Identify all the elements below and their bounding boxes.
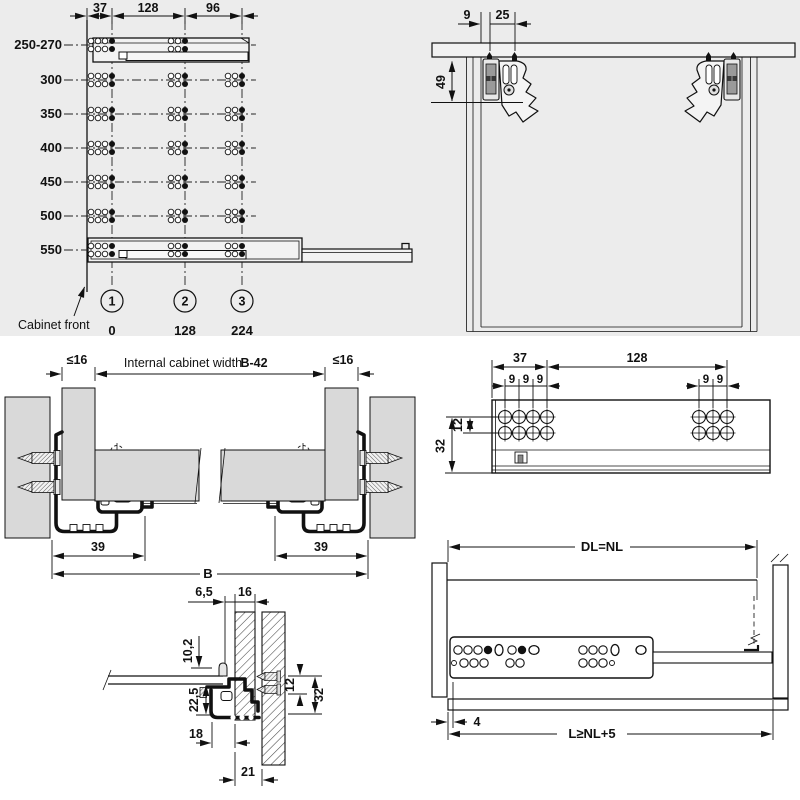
dim-label-96: 96: [206, 1, 220, 15]
dim-label-22-5: 22,5: [187, 687, 201, 713]
dim-label-10-2: 10,2: [181, 638, 195, 664]
dim-label-9e: 9: [716, 374, 724, 386]
cabinet-bottom: [448, 699, 788, 710]
dim-label-le16-left: ≤16: [66, 353, 88, 367]
row-label-500: 500: [40, 208, 62, 223]
row-label-300: 300: [40, 72, 62, 87]
fixing-stud: [219, 663, 227, 676]
euro-screw: [257, 671, 281, 682]
dim-label-12-detail: 12: [283, 678, 297, 692]
dim-label-37: 37: [93, 1, 107, 15]
dim-label-9: 9: [463, 8, 471, 22]
dim-label-9d: 9: [702, 374, 710, 386]
row-label-350: 350: [40, 106, 62, 121]
dim-label-39-left: 39: [91, 540, 105, 554]
drawer-bottom-panel: [221, 450, 325, 501]
position-number-3: 3: [238, 294, 246, 309]
runner-side-view-panel: [434, 351, 771, 473]
dim-label-32-detail: 32: [312, 688, 326, 702]
dim-label-32-runner: 32: [433, 439, 448, 453]
row-label-250-270: 250-270: [14, 37, 62, 52]
cabinet-side-panel: [5, 397, 50, 538]
row-label-550: 550: [40, 242, 62, 257]
row-label-450: 450: [40, 174, 62, 189]
b-42-label: B-42: [240, 356, 268, 370]
drawer-side-panel: [62, 388, 95, 500]
position-value-224: 224: [231, 323, 253, 338]
dim-label-25: 25: [495, 8, 510, 22]
dim-label-128: 128: [137, 1, 159, 15]
dim-label-l-nl5: L≥NL+5: [568, 726, 616, 741]
position-number-2: 2: [181, 294, 189, 309]
drawer-front: [432, 563, 447, 697]
runner-extension: [653, 652, 772, 663]
length-view-panel: [431, 538, 788, 741]
position-number-1: 1: [108, 294, 116, 309]
row-label-400: 400: [40, 140, 62, 155]
cabinet-front-label: Cabinet front: [18, 318, 90, 332]
internal-cabinet-width-label: Internal cabinet width: [123, 356, 243, 370]
dim-label-12-runner: 12: [451, 418, 465, 432]
dim-label-4: 4: [473, 715, 481, 729]
cabinet-back-wall: [773, 565, 788, 698]
cross-section-panel: [5, 353, 415, 581]
dim-label-9a: 9: [508, 374, 516, 386]
runner-body-length-view: [450, 637, 653, 678]
dim-label-37-runner: 37: [513, 351, 527, 365]
dim-label-18: 18: [189, 727, 203, 741]
dim-label-128-runner: 128: [626, 351, 648, 365]
dim-label-6-5: 6,5: [195, 585, 213, 599]
position-value-0: 0: [108, 323, 116, 338]
dim-label-le16-right: ≤16: [332, 353, 354, 367]
dim-label-b: B: [203, 566, 213, 581]
dim-label-9b: 9: [522, 374, 530, 386]
dim-label-49: 49: [434, 75, 448, 89]
position-value-128: 128: [174, 323, 196, 338]
dim-label-9c: 9: [536, 374, 544, 386]
dim-label-21: 21: [241, 765, 255, 779]
dim-label-dl-nl: DL=NL: [580, 539, 624, 554]
dim-label-39-right: 39: [314, 540, 328, 554]
mounting-detail-panel: [103, 585, 326, 786]
drawer-bottom-panel: [95, 450, 199, 501]
drawer-bottom-slab: [432, 43, 795, 57]
euro-screw: [257, 684, 281, 695]
dim-label-16: 16: [238, 585, 252, 599]
